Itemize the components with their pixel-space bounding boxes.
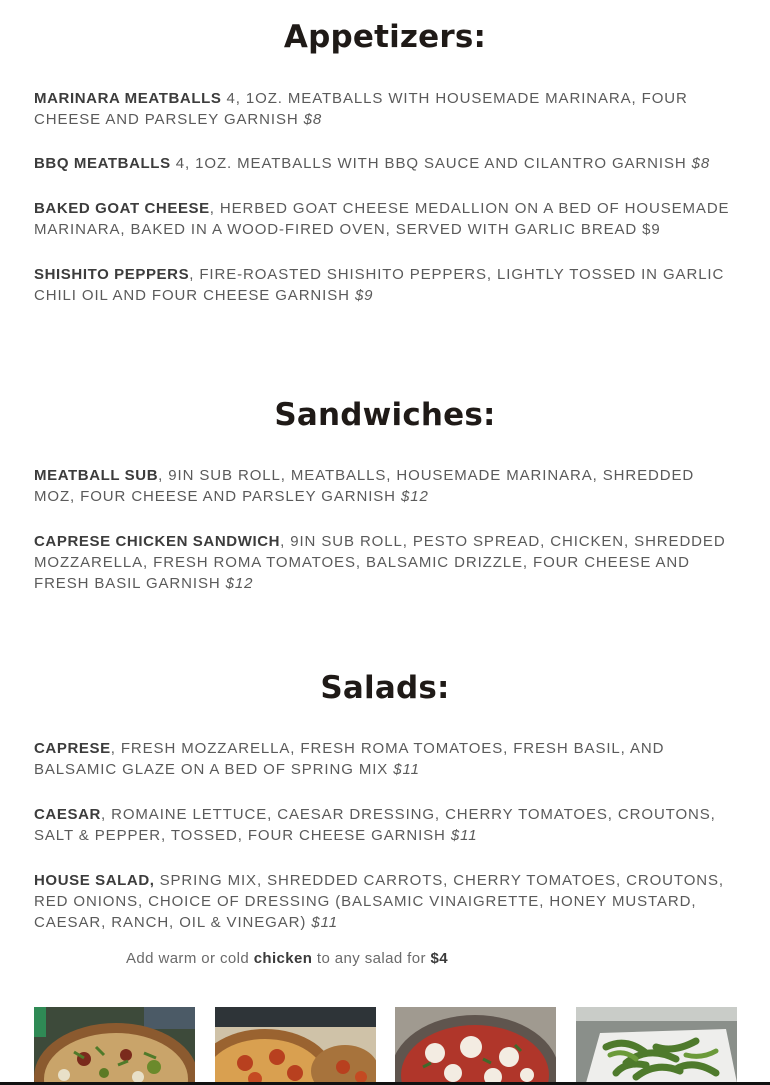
item-price: $9	[354, 287, 374, 304]
pizza-photo-2[interactable]	[215, 1007, 376, 1083]
appetizers-heading: Appetizers:	[283, 19, 487, 55]
note-text: Add warm or cold	[126, 950, 254, 967]
item-price: $12	[400, 488, 429, 505]
item-price: $8	[303, 111, 323, 128]
item-name: HOUSE SALAD,	[34, 872, 155, 889]
note-chicken: chicken	[253, 950, 313, 967]
salads-heading: Salads:	[320, 670, 450, 706]
menu-item-meatball-sub	[34, 465, 739, 507]
menu-item-baked-goat-cheese	[34, 198, 739, 240]
item-description: , 9IN SUB ROLL, PESTO SPREAD, CHICKEN, SHREDDED MOZZARELLA, FRESH ROMA TOMATOES, BALSAMIC DRIZZLE, FOUR CHEESE AND FRESH BASIL GARNISH	[34, 533, 726, 592]
menu-item-shishito-peppers	[34, 264, 739, 306]
item-price: $12	[225, 575, 254, 592]
shishito-peppers-photo[interactable]	[576, 1007, 737, 1083]
menu-item-caesar-salad	[34, 804, 739, 846]
item-name: CAPRESE	[34, 740, 111, 757]
menu-item-caprese-salad	[34, 738, 739, 780]
item-price: $8	[691, 155, 711, 172]
item-price: $11	[311, 914, 338, 931]
pizza-photo-3[interactable]	[395, 1007, 556, 1083]
sandwiches-heading: Sandwiches:	[274, 397, 496, 433]
item-description: , HERBED GOAT CHEESE MEDALLION ON A BED OF HOUSEMADE MARINARA, BAKED IN A WOOD-FIRED OVEN, SERVED WITH GARLIC BREAD $9	[34, 200, 730, 238]
item-name: BAKED GOAT CHEESE	[34, 200, 210, 217]
menu-item-marinara-meatballs	[34, 88, 739, 130]
item-price: $11	[393, 761, 420, 778]
item-description: , FRESH MOZZARELLA, FRESH ROMA TOMATOES, FRESH BASIL, AND BALSAMIC GLAZE ON A BED OF SPRING MIX	[34, 740, 665, 778]
item-description: , FIRE-ROASTED SHISHITO PEPPERS, LIGHTLY TOSSED IN GARLIC CHILI OIL AND FOUR CHEESE GARNISH	[34, 266, 725, 304]
item-description: , 9IN SUB ROLL, MEATBALLS, HOUSEMADE MARINARA, SHREDDED MOZ, FOUR CHEESE AND PARSLEY GARNISH	[34, 467, 695, 505]
note-text-mid: to any salad for	[312, 950, 431, 967]
menu-item-bbq-meatballs	[34, 153, 739, 174]
item-description: SPRING MIX, SHREDDED CARROTS, CHERRY TOMATOES, CROUTONS, RED ONIONS, CHOICE OF DRESSING (BALSAMIC VINAIGRETTE, HONEY MUSTARD, CAESAR, RANCH, OIL & VINEGAR)	[34, 872, 724, 931]
item-name: CAESAR	[34, 806, 101, 823]
item-description: 4, 1OZ. MEATBALLS WITH BBQ SAUCE AND CILANTRO GARNISH	[170, 155, 692, 172]
item-name: SHISHITO PEPPERS	[34, 266, 190, 283]
item-name: BBQ MEATBALLS	[34, 155, 171, 172]
chicken-addon-note	[126, 950, 448, 967]
item-price: $11	[450, 827, 478, 844]
pizza-photo-1[interactable]	[34, 1007, 195, 1083]
item-description: 4, 1OZ. MEATBALLS WITH HOUSEMADE MARINARA, FOUR CHEESE AND PARSLEY GARNISH	[34, 90, 688, 128]
item-name: CAPRESE CHICKEN SANDWICH	[34, 533, 281, 550]
item-description: , ROMAINE LETTUCE, CAESAR DRESSING, CHERRY TOMATOES, CROUTONS, SALT & PEPPER, TOSSED, FOUR CHEESE GARNISH	[34, 806, 716, 844]
menu-item-house-salad	[34, 870, 739, 933]
note-price: $4	[430, 950, 448, 967]
item-name: MEATBALL SUB	[34, 467, 159, 484]
item-name: MARINARA MEATBALLS	[34, 90, 222, 107]
menu-item-caprese-chicken-sandwich	[34, 531, 739, 594]
